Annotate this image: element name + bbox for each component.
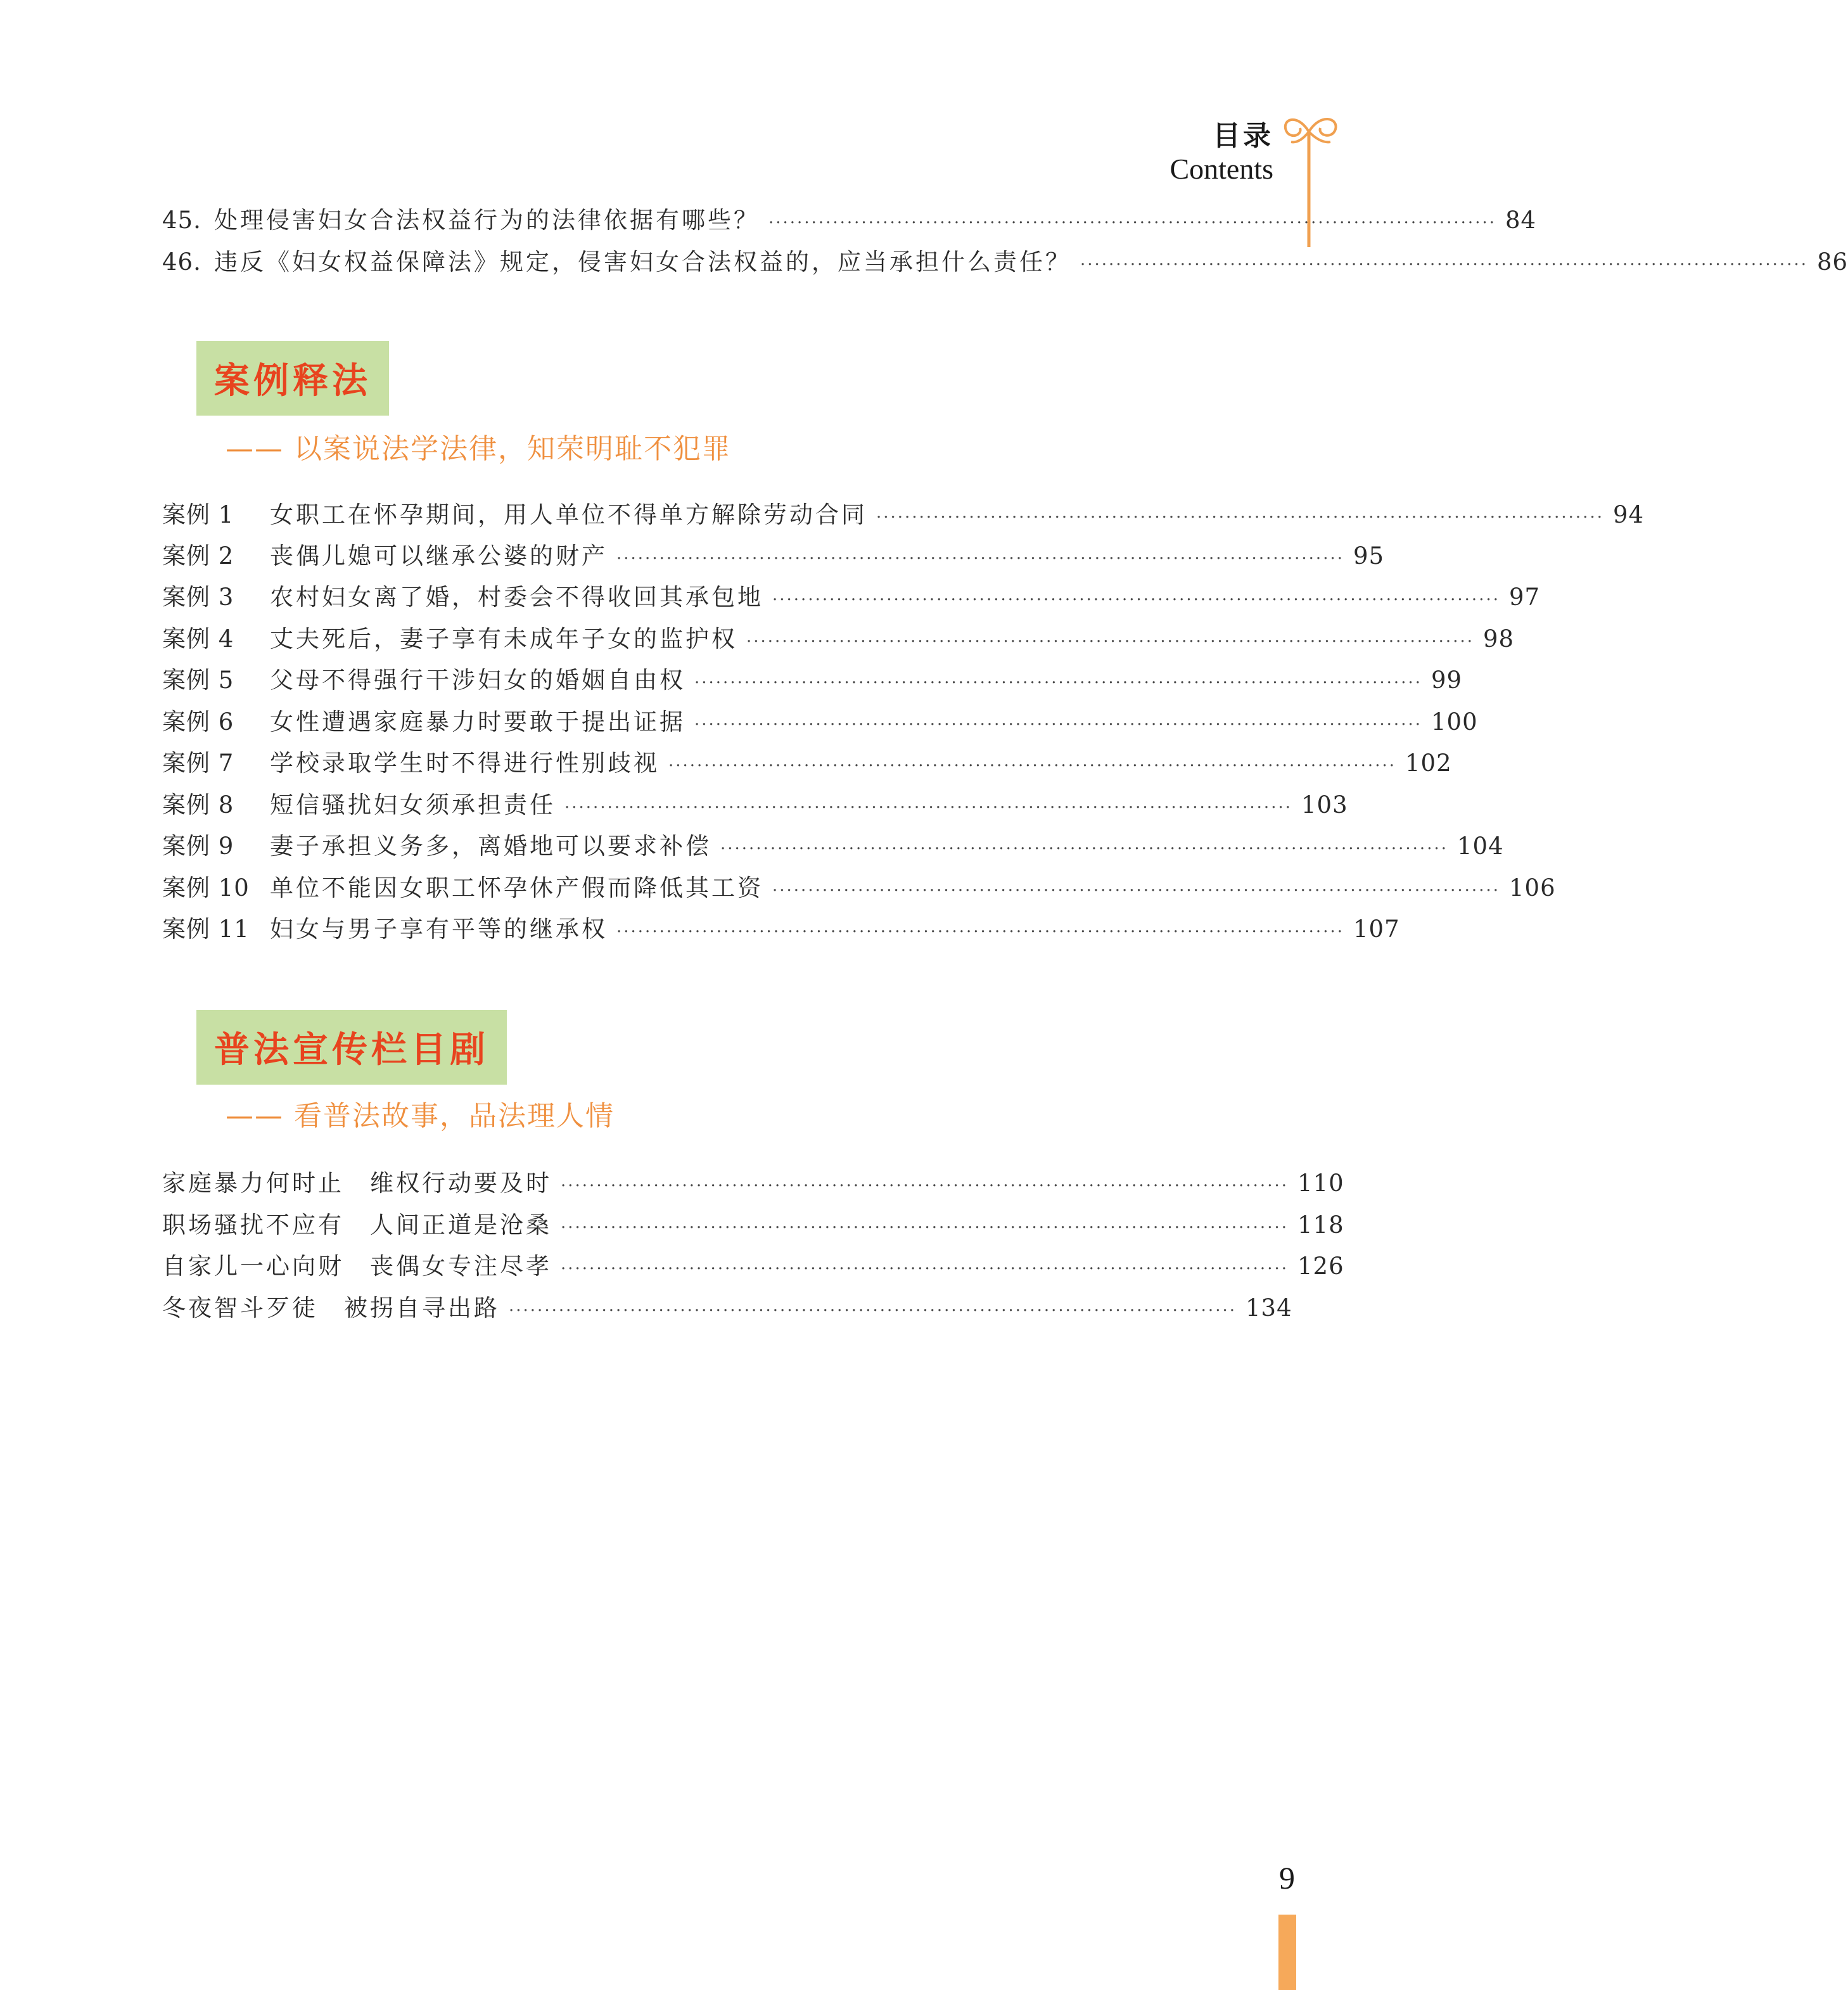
entry-number: 案例 1 (162, 501, 234, 528)
entry-title: 妇女与男子享有平等的继承权 (270, 915, 608, 943)
entry-page: 110 (1297, 1170, 1344, 1197)
toc-entry[interactable] (162, 661, 1463, 699)
toc-entry[interactable] (162, 786, 1348, 824)
leader-dots: ······································································································ (768, 214, 1496, 233)
leader-dots: ······································································································ (694, 715, 1422, 734)
entry-title: 自家儿一心向财 丧偶女专注尽孝 (162, 1253, 552, 1280)
entry-title: 父母不得强行干涉妇女的婚姻自由权 (270, 667, 685, 694)
toc-entry[interactable] (162, 827, 1504, 865)
entry-title: 妻子承担义务多，离婚地可以要求补偿 (270, 832, 711, 860)
leader-dots: ······································································································ (564, 798, 1292, 817)
entry-title: 女性遭遇家庭暴力时要敢于提出证据 (270, 708, 685, 736)
contents-heading: 目录 (1213, 120, 1273, 152)
toc-entry[interactable] (162, 1247, 1344, 1285)
entry-page: 102 (1405, 749, 1452, 777)
leader-dots: ······································································································ (561, 1260, 1289, 1279)
entry-number: 案例 7 (162, 749, 234, 777)
entry-page: 104 (1457, 832, 1504, 860)
section-subtitle: —— 以案说法学法律，知荣明耻不犯罪 (226, 433, 731, 465)
leader-dots: ······································································································ (720, 839, 1448, 858)
toc-entry[interactable] (162, 703, 1478, 741)
entry-number: 45. (162, 207, 201, 234)
entry-title: 职场骚扰不应有 人间正道是沧桑 (162, 1211, 552, 1239)
leader-dots: ······································································································ (772, 590, 1500, 609)
leader-dots: ······································································································ (694, 673, 1422, 692)
leader-dots: ······································································································ (746, 632, 1474, 651)
entry-page: 103 (1301, 791, 1348, 819)
toc-entry[interactable] (162, 620, 1515, 658)
entry-number: 案例 5 (162, 667, 234, 694)
leader-dots: ······································································································ (561, 1218, 1289, 1237)
entry-title: 处理侵害妇女合法权益行为的法律依据有哪些？ (214, 207, 760, 234)
toc-entry[interactable] (162, 869, 1556, 907)
entry-page: 107 (1353, 915, 1400, 943)
section-title-box: 案例释法 (196, 341, 389, 416)
entry-number: 案例 3 (162, 584, 234, 611)
entry-title: 丧偶儿媳可以继承公婆的财产 (270, 542, 608, 570)
section-subtitle: —— 看普法故事，品法理人情 (226, 1100, 615, 1132)
entry-title: 丈夫死后，妻子享有未成年子女的监护权 (270, 625, 737, 653)
toc-entry[interactable] (162, 744, 1452, 782)
entry-page: 86 (1817, 248, 1848, 276)
entry-number: 案例 4 (162, 625, 234, 653)
entry-number: 案例 6 (162, 708, 234, 736)
toc-entry[interactable] (162, 201, 1537, 239)
contents-subheading: Contents (1169, 153, 1273, 185)
entry-number: 案例 11 (162, 915, 250, 943)
page-number: 9 (1279, 1860, 1295, 1896)
entry-page: 100 (1431, 708, 1478, 736)
entry-page: 118 (1297, 1211, 1344, 1239)
entry-page: 84 (1505, 207, 1537, 234)
toc-entry[interactable] (162, 496, 1645, 534)
entry-page: 106 (1509, 874, 1556, 902)
page-edge-tab (1278, 1915, 1296, 1990)
toc-entry[interactable] (162, 1164, 1344, 1202)
entry-number: 案例 8 (162, 791, 234, 819)
leader-dots: ······································································································ (509, 1301, 1237, 1320)
leader-dots: ······································································································ (668, 756, 1396, 775)
toc-entry[interactable] (162, 910, 1400, 948)
leader-dots: ······································································································ (561, 1177, 1289, 1196)
entry-title: 家庭暴力何时止 维权行动要及时 (162, 1170, 552, 1197)
toc-entry[interactable] (162, 578, 1541, 616)
entry-number: 案例 10 (162, 874, 250, 902)
entry-page: 99 (1431, 667, 1463, 694)
entry-page: 94 (1613, 501, 1645, 528)
entry-page: 97 (1509, 584, 1541, 611)
section-title-box: 普法宣传栏目剧 (196, 1010, 507, 1085)
entry-page: 98 (1483, 625, 1515, 653)
entry-number: 案例 9 (162, 832, 234, 860)
leader-dots: ······································································································ (616, 549, 1344, 568)
entry-title: 违反《妇女权益保障法》规定，侵害妇女合法权益的，应当承担什么责任？ (214, 248, 1071, 276)
entry-title: 短信骚扰妇女须承担责任 (270, 791, 556, 819)
entry-page: 95 (1353, 542, 1385, 570)
toc-entry[interactable] (162, 537, 1385, 575)
toc-entry[interactable] (162, 1206, 1344, 1244)
entry-title: 冬夜智斗歹徒 被拐自寻出路 (162, 1294, 500, 1322)
entry-page: 126 (1297, 1253, 1344, 1280)
leader-dots: ······································································································ (616, 922, 1344, 941)
entry-number: 46. (162, 248, 201, 276)
leader-dots: ······································································································ (772, 881, 1500, 900)
leader-dots: ······································································································ (876, 508, 1604, 527)
entry-number: 案例 2 (162, 542, 234, 570)
entry-title: 女职工在怀孕期间，用人单位不得单方解除劳动合同 (270, 501, 867, 528)
entry-page: 134 (1246, 1294, 1292, 1322)
toc-entry[interactable] (162, 1289, 1292, 1327)
entry-title: 农村妇女离了婚，村委会不得收回其承包地 (270, 584, 763, 611)
entry-title: 单位不能因女职工怀孕休产假而降低其工资 (270, 874, 763, 902)
entry-title: 学校录取学生时不得进行性别歧视 (270, 749, 660, 777)
toc-entry[interactable] (162, 243, 1848, 281)
leader-dots: ······································································································ (1080, 255, 1808, 274)
